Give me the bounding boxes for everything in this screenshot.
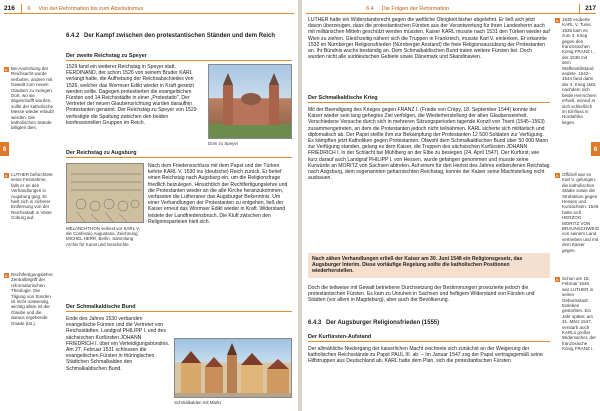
left-chapter-title: Von der Reformation bis zum Absolutismus [38,5,144,12]
left-chapter-number: 6 [27,5,31,12]
note-marker-icon: ▸ [5,172,8,178]
schmalkalden-caption: Schmalkalden mit Markt [174,400,221,405]
krieg-text: Mit der Beendigung des Krieges gegen FRANZ I. (Friede von Crépy, 18. September 1544) konnte der Kaiser wieder sein lang gehegtes Ziel verfolgen, die Wiederherstellung der alten Glaubenseinheit. Verschiedene Versuche durch sich in mehreren Sitzungsperioden tagende Konzil von Trient (1545–1563) zusammengetreten, an dem die Protestanten jedoch nicht teilnahmen. KARL sicherte sich militärisch und diplomatisch ab. Der Papst stellte ihm zur Bekämpfung der Protestanten 12 500 Soldaten zur Verfügung. Es kämpften jetzt Katholiken gegen Protestanten. Obwohl dem Schmalkaldischen Bund über 50 000 Mann zur Verfügung standen, gelang es dem Kaiser, die Truppen des sächsischen Kurfürsten JOHANN FRIEDRICH I. in der Schlacht bei Mühlberg an der Elbe zu besiegen (24. April 1547). Der Kurfürst, wie kurz darauf auch Landgraf PHILIPP I. von Hessen, wurde gefangen genommen und musste seine Kurwürde an MORITZ von Sachsen abtreten. Auf einem für den Herbst des Jahres einberufenen Reichstag nach Augsburg, dem sogenannten geharnischten Reichstag, konnte der Kaiser seine Machtstellung nicht ausbauen. [308,107,550,182]
margin-note-luther-tod: ▸ Schon am 18. Februar 1546 war LUTHER in seiner Geburtsstadt Eisleben gestorben. Ein Jahr später, am 31. März 1547, verstarb auch KARLs großer Widersacher, der französische König FRANZ I. [556,276,597,352]
subheading-kurfuersten-aufstand: Der Kurfürsten-Aufstand [308,334,550,342]
left-chapter-tab: 6 [0,142,9,156]
margin-note-offiziell: ▸ Offiziell war es Karl V. gelungen, die katholischen Städte sowie die Strafaktion gegen Hessen und Kursachsen. 1546 hatte sich HERZOG MORITZ VON BRAUNSCHWEIG von seinem Land vertrieben und mit dem Kaiser gegen. [556,172,600,253]
subheading-schmalkaldischer-bund: Der Schmalkaldische Bund [66,304,292,312]
right-page-number: 217 [585,5,596,12]
cathedral-illustration [209,65,292,139]
left-page [0,0,298,411]
note-marker-icon: ▸ [5,272,8,278]
subheading-speyer: Der zweite Reichstag zu Speyer [66,53,292,61]
town-illustration [175,339,292,398]
section-heading-6-4-2: 6.4.2 Der Kampf zwischen den protestantischen Ständen und dem Reich [66,33,276,39]
subheading-augsburg: Der Reichstag zu Augsburg [66,150,292,158]
speyer-caption: Dom zu Speyer [208,141,239,146]
note-marker-icon: ▸ [556,17,559,23]
margin-note-luther-coburg: ▸ LUTHER befürchtete seine Festnahme, falls er an den Verhandlungen in Augsburg ging. Er hielt sich in sicherer Entfernung von der Reichsstadt in Veste Coburg auf. [5,172,53,221]
engraving-illustration [67,164,144,223]
melanchthon-caption: MELANCHTHON verliest vor KARL V. die Confessio Augustana, Zeichnung MICHEL HERR, Berlin, Sammlung Archiv für Kunst und Geschichte [66,226,140,247]
bund-text: Ende des Jahres 1530 verbanden evangelische Fürsten und die Vertreter von Reichsstädten. Landgraf PHILIPP I. und des sächsischen Kurfürsten JOHANN FRIEDRICH I. über ein Verteidigungsbündnis. Am 27. Februar 1531 schlossen die evangelischen Fürsten in thüringischen Städtchen Schmalkalden den Schmalkaldischen Bund. [66,316,170,372]
right-page [302,0,600,411]
right-chapter-number: 6.4 [366,5,374,12]
speyer-text: 1529 fand ein weiterer Reichstag in Speyer statt. FERDINAND, der schon 1526 von seinem Bruder KARL verlangt hatte, die Aufhebung der Reichsabschiedes von 1526, welcher das Wormser Edikt wieder in Kraft gesetzt werden sollte. Dagegen protestierten die evangelischen Fürsten und 14 Reichsstädte in einer „Protestatio". Der Vertreter der neuen Glaubensrichtung wurden daraufhin Protestanten genannt. Der Reichstag zu Speyer von 1529 verfestigte die Spaltung zwischen den beiden konfessionellen Gruppen im Reich. [66,64,197,126]
note-marker-icon: ▸ [556,172,559,178]
subheading-schmalkaldischer-krieg: Der Schmalkaldische Krieg [308,95,550,103]
unruhen-text: Doch die teilweise mit Gewalt betriebene Durchsetzung der Bestimmungen provozierte jedoch die protestantischen Fürsten. Es kam zu Unruhen in Sachsen und heftigem Widerstand von Fürsten und Städten (vor allem in Magdeburg), aber auch der Bevölkerung. [308,285,535,304]
augsburg-text: Nach dem Friedensschluss mit dem Papst und der Türken kehrte KARL V. 1530 ins (deutsche) Reich zurück. Er berief einen Reichstag nach Augsburg ein, um die Religionsfrage friedlich beizulegen. Hinsichtlich der Rechtfertigungslehre und die Protestanten wieder an die alte Kirche heranzukommen, verfassten die Lutheraner das Augsburger Bekenntnis. Um einer Verhandlungen der Protestanten zu entgehen, ließ der Kaiser erneut das Wormser Edikt wieder in Kraft. Widerstand leistete der Landfriedensbruch. Die Kluft zwischen den Religionsparteien hielt sich. [148,163,288,225]
right-chapter-title: Die Folgen der Reformation [381,5,450,12]
melanchthon-drawing-image [66,163,144,223]
widerstandsrecht-text: LUTHER hatte ein Widerstandsrecht gegen die weltliche Obrigkeit bisher abgelehnt. Er ließ sich jetzt davon überzeugen, dass die protestantischen Fürsten aus der Verantwortung für ihren Landesherrn auch mit militärischen Mitteln geschützt werden müssten. Kaiser KARL musste nach 1531 den Türken wieder auf Wien zu ziehen. Gleichzeitig nähern sich die Truppen in Frankreich, musste Karl V. einlenken. Er erkannte 1532 im Nürnberger Religionsfrieden (Nürnberger Anstand) die freie Religionsausübung der Protestanten an. Ihr Bündnis wuchs beständig an. Dem Schmalkaldischen Bund traten weitere Fürsten bei. Doch wurden nicht alle süddeutschen Gebiete sowie Dänemark und Skandinavien. [308,17,550,61]
left-page-number: 216 [4,5,15,12]
section-heading-6-4-3: 6.4.3 Der Augsburger Religionsfrieden (1555) [308,320,440,326]
right-chapter-tab: 6 [591,142,600,156]
note-marker-icon: ▸ [5,66,8,72]
note-marker-icon: ▸ [556,276,559,282]
margin-note-rechtfertigungslehre: ▸ Rechtfertigungslehre: Zentralbegriff der reformatorischen Theologie. Die Tilgung von Sünden ist nicht notwendig, wichtig allein ist der Glaube und die daraus ergebende Gnade (lat.). [5,272,54,326]
margin-note-tunis: ▸ 1535 eroberte KARL V. Tunis. 1536 kam es zum 3. Krieg gegen den französischen König FRANZ I., der 1538 mit dem Waffenstillstand endete. 1542–1544 fand dann der 4. Krieg statt, nachdem sich beide Herrschern erhielt, worauf er sich schließlich im Einfluss in Nordafrika liegen. [556,17,597,125]
speyer-cathedral-image [208,64,292,139]
interim-highlight-box: Nach zähen Verhandlungen erließ der Kaiser am 30. Juni 1548 ein Religionsgesetz, das Augsburger Interim. Diese vorläufige Regelung sollte die katholischen Positionen wiederherstellen. [308,253,550,278]
right-running-head [306,4,596,14]
aufstand-text: Der allmähliche Niedergang der kaiserlichen Macht zeichnete sich zunächst an der Weigerung der katholischen Reichsstände zu Papst PAUL III. ab. – Im Januar 1547 zog der Papst vertragsgemäß seine Hilfstruppen aus Deutschland ab. KARL hatte dem Plan, sich die protestantischen Fürsten [308,346,543,365]
margin-note-reichsacht: ▸ Bei Androhung der Reichsacht wurde verboten, andere mit Gewalt zum neuen Glauben zu zwingen. Dort, wo sie abgeschafft wurden, sollte der katholische Messe wieder erlaubt werden. Die katholischen Stände billigten dies. [5,66,54,131]
schmalkalden-image [174,338,292,398]
left-running-head [4,4,294,14]
